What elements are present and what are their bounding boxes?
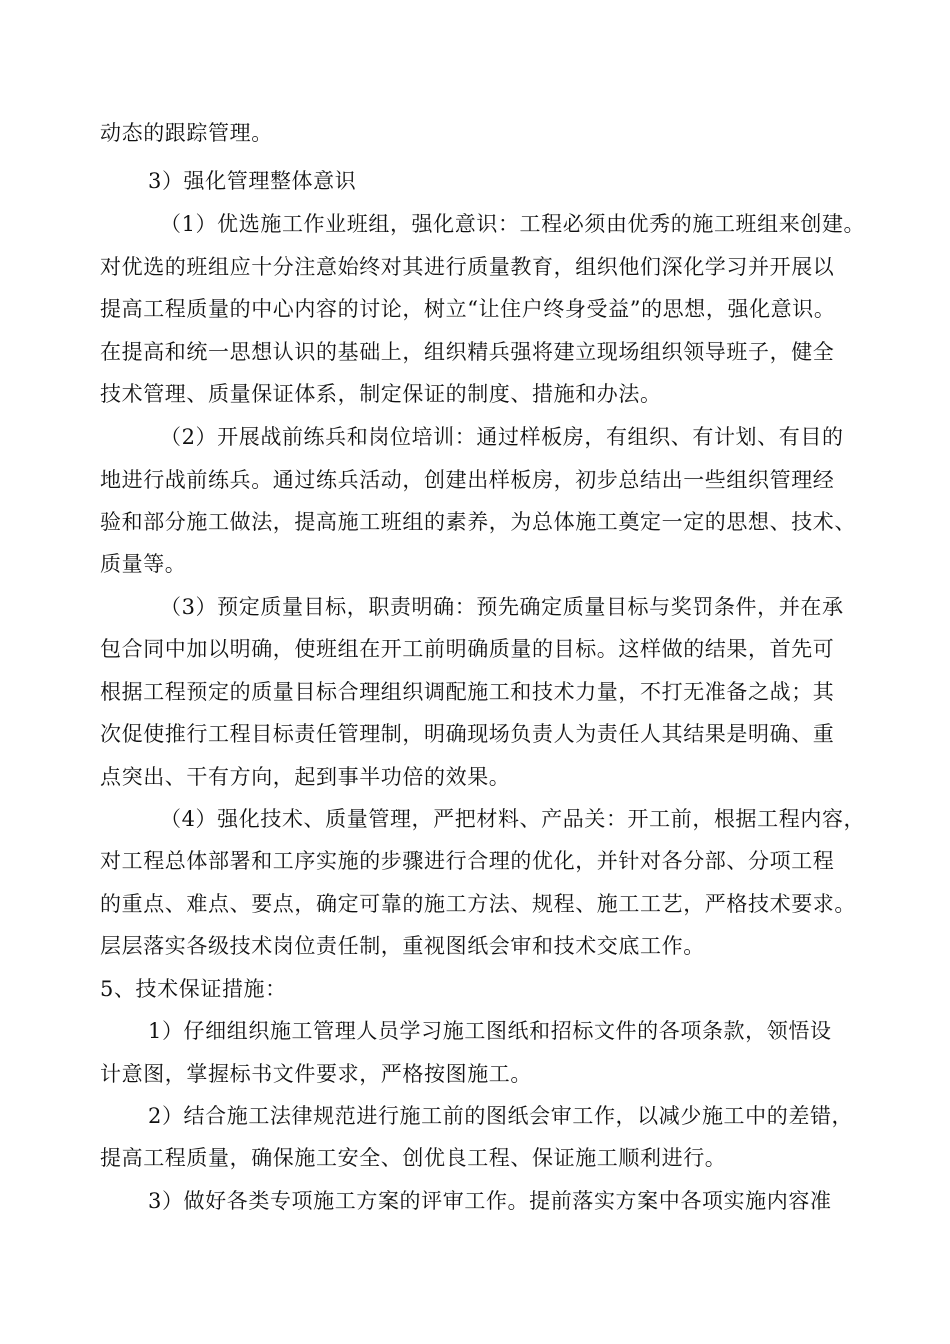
text-line: 计意图，掌握标书文件要求，严格按图施工。	[100, 1062, 532, 1086]
text-line: 的重点、难点、要点，确定可靠的施工方法、规程、施工工艺，严格技术要求。	[100, 892, 856, 916]
text-line: 点突出、干有方向，起到事半功倍的效果。	[100, 765, 511, 789]
text-line: 层层落实各级技术岗位责任制，重视图纸会审和技术交底工作。	[100, 934, 705, 958]
section-heading: 5、技术保证措施：	[100, 977, 287, 1001]
paragraph-start: 1）仔细组织施工管理人员学习施工图纸和招标文件的各项条款，领悟设	[148, 1019, 832, 1043]
paragraph-start: （4）强化技术、质量管理，严把材料、产品关：开工前，根据工程内容，	[160, 807, 866, 831]
text-line: 在提高和统一思想认识的基础上，组织精兵强将建立现场组织领导班子，健全	[100, 340, 835, 364]
paragraph-start: 2）结合施工法律规范进行施工前的图纸会审工作，以减少施工中的差错，	[148, 1104, 854, 1128]
text-line: 提高工程质量的中心内容的讨论，树立“让住户终身受益”的思想，强化意识。	[100, 297, 836, 321]
paragraph-start: （2）开展战前练兵和岗位培训：通过样板房，有组织、有计划、有目的	[160, 425, 844, 449]
text-line: 地进行战前练兵。通过练兵活动，创建出样板房，初步总结出一些组织管理经	[100, 468, 835, 492]
text-line: 根据工程预定的质量目标合理组织调配施工和技术力量，不打无准备之战；其	[100, 680, 835, 704]
text-line: 动态的跟踪管理。	[100, 121, 273, 145]
section-heading: 3）强化管理整体意识	[148, 169, 357, 193]
text-line: 对工程总体部署和工序实施的步骤进行合理的优化，并针对各分部、分项工程	[100, 849, 835, 873]
text-line: 提高工程质量，确保施工安全、创优良工程、保证施工顺利进行。	[100, 1146, 727, 1170]
text-line: 包合同中加以明确，使班组在开工前明确质量的目标。这样做的结果，首先可	[100, 637, 835, 661]
text-line: 质量等。	[100, 552, 187, 576]
paragraph-start: 3）做好各类专项施工方案的评审工作。提前落实方案中各项实施内容准	[148, 1189, 832, 1213]
text-line: 次促使推行工程目标责任管理制，明确现场负责人为责任人其结果是明确、重	[100, 722, 835, 746]
text-line: 验和部分施工做法，提高施工班组的素养，为总体施工奠定一定的思想、技术、	[100, 510, 856, 534]
text-line: 对优选的班组应十分注意始终对其进行质量教育，组织他们深化学习并开展以	[100, 255, 835, 279]
paragraph-start: （1）优选施工作业班组，强化意识：工程必须由优秀的施工班组来创建。	[160, 212, 866, 236]
paragraph-start: （3）预定质量目标，职责明确：预先确定质量目标与奖罚条件，并在承	[160, 595, 844, 619]
text-line: 技术管理、质量保证体系，制定保证的制度、措施和办法。	[100, 382, 662, 406]
